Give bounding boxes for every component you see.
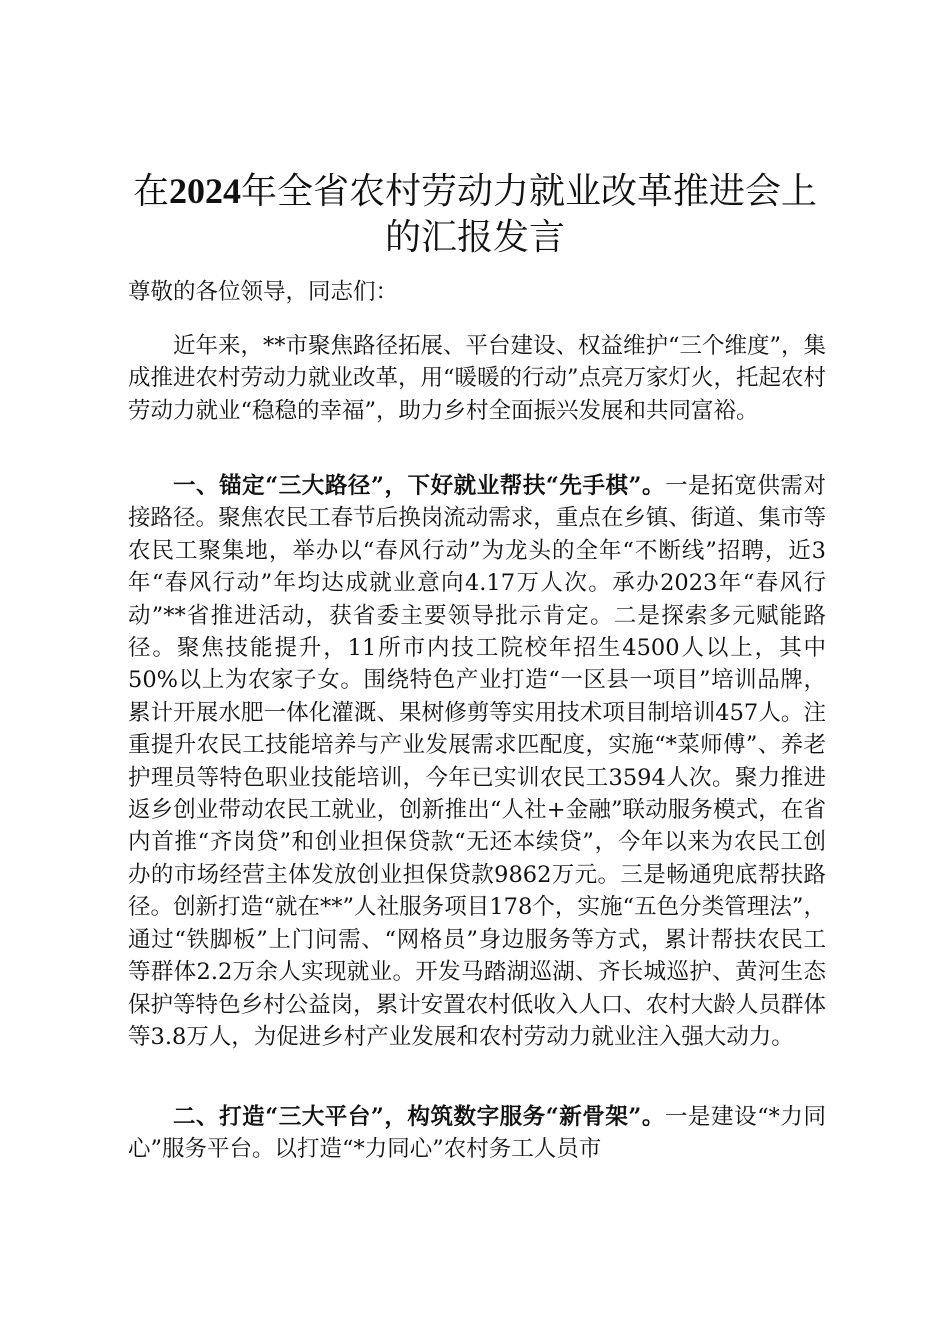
salutation: 尊敬的各位领导，同志们：	[128, 279, 399, 305]
paragraph-section-two	[128, 1101, 826, 1166]
paragraph-intro	[128, 330, 826, 427]
document-title	[120, 168, 830, 261]
paragraph-body: 一是建设“*力同心”服务平台。以打造“*力同心”农村务工人员市	[128, 1104, 826, 1163]
paragraph-section-one	[128, 470, 826, 1053]
section-heading: 一、锚定“三大路径”，下好就业帮扶“先手棋”。	[173, 473, 666, 499]
title-rest: 年全省农村劳动力就业改革推进会上的汇报发言	[241, 171, 818, 258]
paragraph-body: 一是拓宽供需对接路径。聚焦农民工春节后换岗流动需求，重点在乡镇、街道、集市等农民工聚集地，举办以“春风行动”为龙头的全年“不断线”招聘，近3年“春风行动”年均达成就业意向4.17万人次。承办2023年“春风行动”**省推进活动，获省委主要领导批示肯定。二是探索多元赋能路径。聚焦技能提升，11所市内技工院校年招生4500人以上，其中50%以上为农家子女。围绕特色产业打造“一区县一项目”培训品牌，累计开展水肥一体化灌溉、果树修剪等实用技术项目制培训457人。注重提升农民工技能培养与产业发展需求匹配度，实施“*菜师傅”、养老护理员等特色职业技能培训，今年已实训农民工3594人次。聚力推进返乡创业带动农民工就业，创新推出“人社+金融”联动服务模式，在省内首推“齐岗贷”和创业担保贷款“无还本续贷”，今年以来为农民工创办的市场经营主体发放创业担保贷款9862万元。三是畅通兜底帮扶路径。创新打造“就在**”人社服务项目178个，实施“五色分类管理法”，通过“铁脚板”上门问需、“网格员”身边服务等方式，累计帮扶农民工等群体2.2万余人实现就业。开发马踏湖巡湖、齐长城巡护、黄河生态保护等特色乡村公益岗，累计安置农村低收入人口、农村大龄人员群体等3.8万人，为促进乡村产业发展和农村劳动力就业注入强大动力。	[128, 473, 826, 1050]
paragraph-body: 近年来，**市聚焦路径拓展、平台建设、权益维护“三个维度”，集成推进农村劳动力就业改革，用“暖暖的行动”点亮万家灯火，托起农村劳动力就业“稳稳的幸福”，助力乡村全面振兴发展和共同富裕。	[128, 333, 827, 424]
title-year: 2024	[169, 171, 241, 211]
title-prefix: 在	[132, 171, 169, 212]
section-heading: 二、打造“三大平台”，构筑数字服务“新骨架”。	[173, 1104, 665, 1130]
